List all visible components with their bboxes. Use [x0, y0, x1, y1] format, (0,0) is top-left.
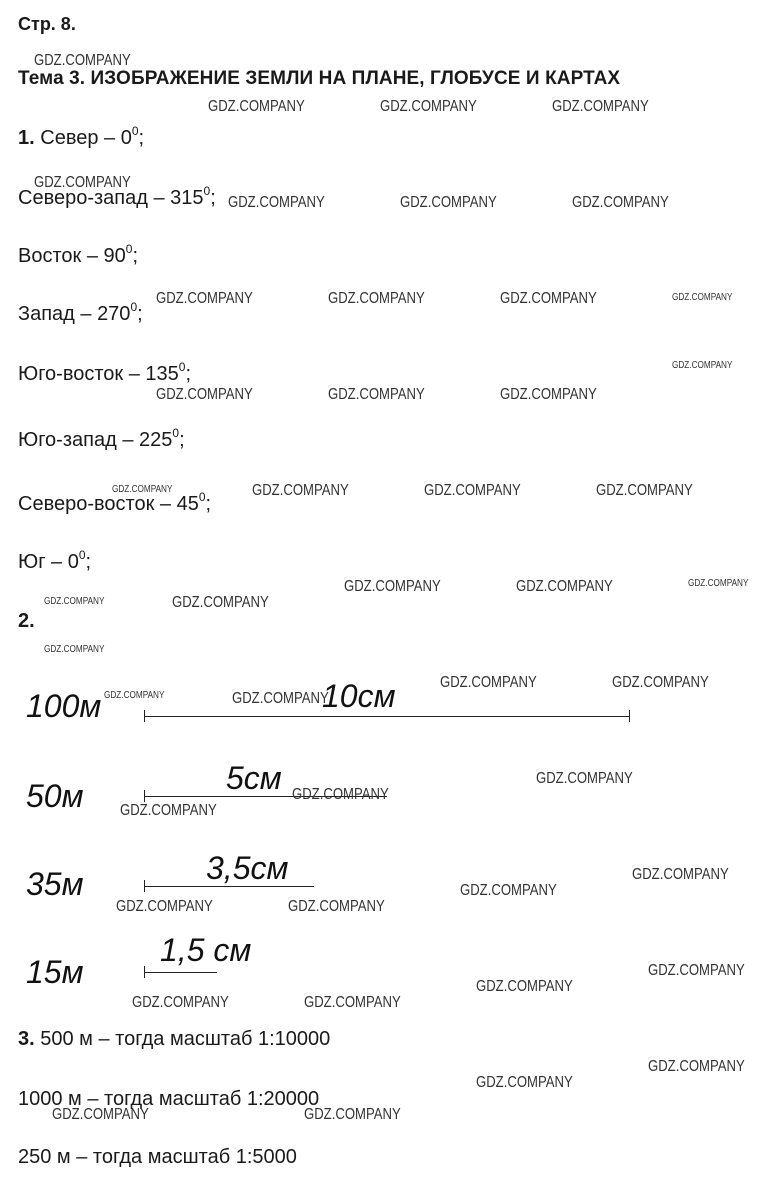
task3-line-2: 250 м – тогда масштаб 1:5000 [18, 1146, 297, 1168]
scale-distance-1: 50м [26, 778, 84, 814]
scale-length-label-1: 5см [226, 760, 282, 796]
watermark-text: GDZ.COMPANY [304, 994, 401, 1011]
watermark-text: GDZ.COMPANY [380, 98, 477, 115]
watermark-text: GDZ.COMPANY [120, 802, 217, 819]
task3-line-0: 3. 500 м – тогда масштаб 1:10000 [18, 1028, 331, 1050]
watermark-text: GDZ.COMPANY [648, 962, 745, 979]
task1-line-6: Северо-восток – $45^0$; [18, 490, 212, 515]
watermark-text: GDZ.COMPANY [516, 578, 613, 595]
watermark-text: GDZ.COMPANY [500, 290, 597, 307]
scale-distance-0: 100м [26, 688, 102, 724]
watermark-text: GDZ.COMPANY [172, 594, 269, 611]
watermark-text: GDZ.COMPANY [400, 194, 497, 211]
task1-number: 1. [18, 127, 35, 149]
watermark-text: GDZ.COMPANY [612, 674, 709, 691]
watermark-text: GDZ.COMPANY [208, 98, 305, 115]
watermark-text: GDZ.COMPANY [156, 290, 253, 307]
task2-number: 2. [18, 610, 35, 632]
watermark-text: GDZ.COMPANY [648, 1058, 745, 1075]
watermark-text: GDZ.COMPANY [460, 882, 557, 899]
task1-line-4: Юго-восток – $135^0$; [18, 360, 192, 385]
scale-length-label-0: 10см [322, 678, 396, 714]
scale-length-label-3: 1,5 см [160, 932, 252, 968]
watermark-text: GDZ.COMPANY [500, 386, 597, 403]
scale-distance-2: 35м [26, 866, 84, 902]
watermark-text: GDZ.COMPANY [252, 482, 349, 499]
scale-segment-3 [144, 972, 217, 973]
task3-line-1: 1000 м – тогда масштаб 1:20000 [18, 1088, 320, 1110]
task1-line-1: Северо-запад – $315^0$; [18, 184, 216, 209]
scale-distance-3: 15м [26, 954, 84, 990]
task1-line-7: Юг – $0^0$; [18, 548, 92, 573]
watermark-text: GDZ.COMPANY [288, 898, 385, 915]
watermark-text: GDZ.COMPANY [304, 1106, 401, 1123]
watermark-text: GDZ.COMPANY [112, 484, 173, 495]
watermark-text: GDZ.COMPANY [632, 866, 729, 883]
watermark-text: GDZ.COMPANY [34, 174, 131, 191]
watermark-text: GDZ.COMPANY [424, 482, 521, 499]
watermark-text: GDZ.COMPANY [232, 690, 329, 707]
task1-line-2: Восток – $90^0$; [18, 242, 139, 267]
watermark-text: GDZ.COMPANY [132, 994, 229, 1011]
watermark-text: GDZ.COMPANY [476, 978, 573, 995]
scale-segment-2 [144, 886, 314, 887]
page-number: Стр. 8. [18, 14, 76, 34]
watermark-text: GDZ.COMPANY [292, 786, 389, 803]
watermark-text: GDZ.COMPANY [596, 482, 693, 499]
watermark-text: GDZ.COMPANY [328, 386, 425, 403]
scale-segment-0 [144, 716, 630, 717]
watermark-text: GDZ.COMPANY [44, 596, 105, 607]
watermark-text: GDZ.COMPANY [476, 1074, 573, 1091]
watermark-text: GDZ.COMPANY [440, 674, 537, 691]
scale-length-label-2: 3,5см [206, 850, 289, 886]
watermark-text: GDZ.COMPANY [536, 770, 633, 787]
task1-line-5: Юго-запад – $225^0$; [18, 426, 185, 451]
watermark-text: GDZ.COMPANY [552, 98, 649, 115]
watermark-text: GDZ.COMPANY [228, 194, 325, 211]
watermark-text: GDZ.COMPANY [572, 194, 669, 211]
watermark-text: GDZ.COMPANY [672, 360, 733, 371]
watermark-text: GDZ.COMPANY [672, 292, 733, 303]
watermark-text: GDZ.COMPANY [104, 690, 165, 701]
task3-number: 3. [18, 1028, 35, 1050]
watermark-text: GDZ.COMPANY [34, 52, 131, 69]
watermark-text: GDZ.COMPANY [44, 644, 105, 655]
watermark-text: GDZ.COMPANY [156, 386, 253, 403]
watermark-text: GDZ.COMPANY [344, 578, 441, 595]
watermark-text: GDZ.COMPANY [116, 898, 213, 915]
task1-line-3: Запад – $270^0$; [18, 300, 143, 325]
watermark-text: GDZ.COMPANY [328, 290, 425, 307]
watermark-text: GDZ.COMPANY [688, 578, 749, 589]
task1-line-0: 1. Север – $0^0$; [18, 124, 145, 149]
watermark-text: GDZ.COMPANY [52, 1106, 149, 1123]
topic-title: Тема 3. ИЗОБРАЖЕНИЕ ЗЕМЛИ НА ПЛАНЕ, ГЛОБУСЕ И КАРТАХ [18, 68, 621, 89]
scale-tick-end-0 [629, 710, 630, 722]
